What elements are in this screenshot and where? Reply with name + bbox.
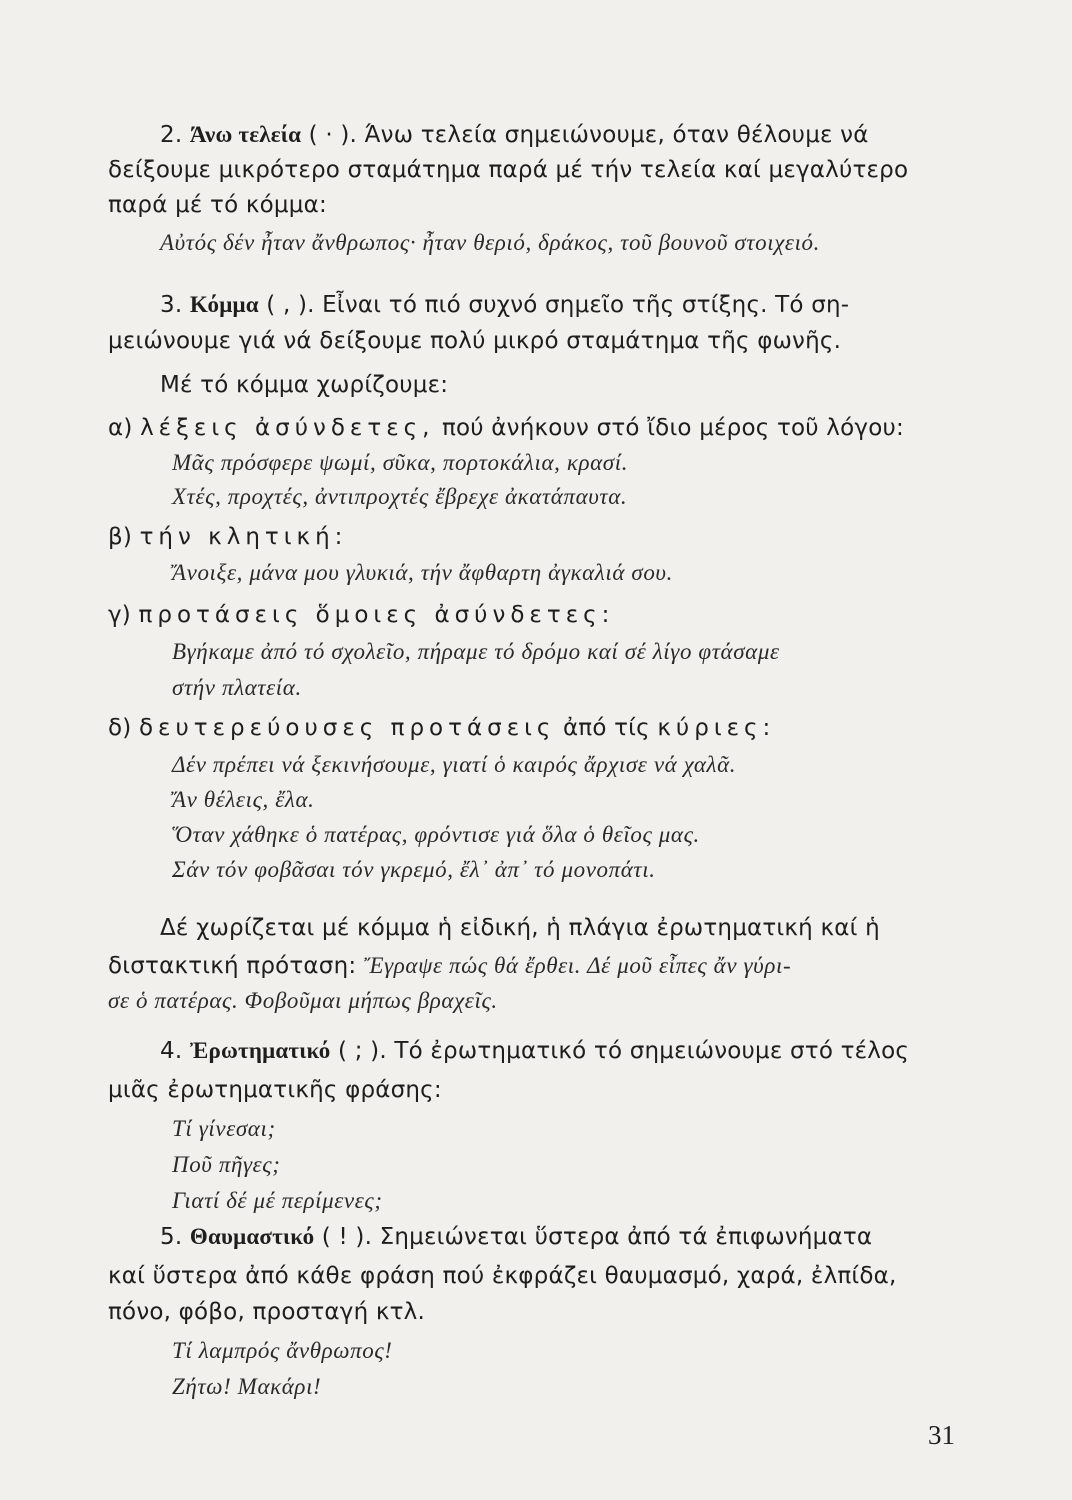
sec4-example-2: Ποῦ πῆγες;: [172, 1152, 281, 1177]
item-b-example-1: Ἄνοιξε, μάνα μου γλυκιά, τήν ἄφθαρτη ἀγκαλιά σου.: [172, 560, 673, 585]
item-d-spaced-2: κύριες:: [657, 715, 776, 741]
sec2-line2: δείξουμε μικρότερο σταμάτημα παρά μέ τήν τελεία καί μεγαλύτερο: [108, 157, 909, 183]
note-line2: [108, 951, 791, 981]
sec3-heading: Κόμμα: [189, 292, 259, 317]
item-c-spaced: προτάσεις ὅμοιες ἀσύνδετες:: [138, 602, 615, 628]
item-d-spaced-1: δευτερεύουσες προτάσεις: [138, 715, 556, 741]
item-d-mid: ἀπό τίς: [562, 715, 650, 741]
sec2-line3: παρά μέ τό κόμμα:: [108, 192, 327, 218]
sec5-line3: πόνο, φόβο, προσταγή κτλ.: [108, 1299, 426, 1325]
sec3-item-c: [108, 600, 614, 630]
page-number: 31: [928, 1420, 955, 1450]
item-a-rest: πού ἀνήκουν στό ἴδιο μέρος τοῦ λόγου:: [441, 415, 904, 441]
item-d-example-4: Σάν τόν φοβᾶσαι τόν γκρεμό, ἔλ᾽ ἀπ᾽ τό μονοπάτι.: [172, 857, 656, 882]
sec4-number: 4.: [160, 1038, 183, 1064]
item-d-example-1: Δέν πρέπει νά ξεκινήσουμε, γιατί ὁ καιρός ἄρχισε νά χαλᾶ.: [172, 752, 737, 777]
sec4-text1: Τό ἐρωτηματικό τό σημειώνουμε στό τέλος: [394, 1038, 910, 1064]
sec2-symbol: ( · ).: [308, 122, 358, 148]
sec5-line1: [160, 1222, 872, 1252]
sec3-line2: μειώνουμε γιά νά δείξουμε πολύ μικρό σταμάτημα τῆς φωνῆς.: [108, 328, 842, 354]
sec2-example: Αὐτός δέν ἦταν ἄνθρωπος· ἦταν θεριό, δράκος, τοῦ βουνοῦ στοιχειό.: [160, 230, 821, 255]
item-d-example-3: Ὅταν χάθηκε ὁ πατέρας, φρόντισε γιά ὅλα ὁ θεῖος μας.: [172, 822, 700, 847]
sec3-line3: Μέ τό κόμμα χωρίζουμε:: [160, 372, 449, 398]
item-c-label: γ): [108, 602, 131, 628]
note-line2-italic: Ἔγραψε πώς θά ἔρθει. Δέ μοῦ εἶπες ἄν γύρι-: [363, 953, 792, 978]
sec2-line1: [160, 120, 869, 150]
sec4-line1: [160, 1036, 909, 1066]
sec4-heading: Ἐρωτηματικό: [189, 1038, 331, 1063]
sec4-line2: μιᾶς ἐρωτηματικῆς φράσης:: [108, 1077, 442, 1103]
sec3-number: 3.: [160, 292, 183, 318]
sec3-symbol: ( , ).: [266, 292, 315, 318]
sec5-example-2: Ζήτω! Μακάρι!: [172, 1374, 322, 1399]
item-c-example-2: στήν πλατεία.: [172, 675, 302, 700]
sec5-symbol: ( ! ).: [321, 1224, 373, 1250]
sec5-text1: Σημειώνεται ὕστερα ἀπό τά ἐπιφωνήματα: [379, 1224, 873, 1250]
note-line2-plain: διστακτική πρόταση:: [108, 953, 357, 979]
sec5-line2: καί ὕστερα ἀπό κάθε φράση πού ἐκφράζει θαυμασμό, χαρά, ἐλπίδα,: [108, 1263, 897, 1289]
sec5-heading: Θαυμαστικό: [189, 1224, 315, 1249]
sec5-example-1: Τί λαμπρός ἄνθρωπος!: [172, 1338, 393, 1363]
sec3-text1: Εἶναι τό πιό συχνό σημεῖο τῆς στίξης. Τό ση-: [322, 292, 850, 318]
sec3-item-d: [108, 713, 775, 743]
item-a-label: α): [108, 415, 133, 441]
sec5-number: 5.: [160, 1224, 183, 1250]
sec3-item-b: [108, 522, 347, 552]
item-a-spaced: λέξεις ἀσύνδετες,: [140, 415, 435, 441]
sec3-item-a: [108, 413, 904, 443]
sec2-number: 2.: [160, 122, 183, 148]
note-line3: σε ὁ πατέρας. Φοβοῦμαι μήπως βραχεῖς.: [108, 988, 498, 1013]
sec2-text1: Άνω τελεία σημειώνουμε, όταν θέλουμε νά: [364, 122, 869, 148]
sec4-example-1: Τί γίνεσαι;: [172, 1116, 276, 1141]
item-a-example-1: Μᾶς πρόσφερε ψωμί, σῦκα, πορτοκάλια, κρασί.: [172, 450, 629, 475]
item-b-spaced: τήν κλητική:: [139, 524, 348, 550]
item-a-example-2: Χτές, προχτές, ἀντιπροχτές ἔβρεχε ἀκατάπαυτα.: [172, 484, 628, 509]
sec4-symbol: ( ; ).: [338, 1038, 387, 1064]
item-d-label: δ): [108, 715, 132, 741]
note-line1: Δέ χωρίζεται μέ κόμμα ἡ εἰδική, ἡ πλάγια ἐρωτηματική καί ἡ: [160, 915, 880, 941]
item-b-label: β): [108, 524, 133, 550]
sec3-line1: [160, 290, 849, 320]
item-c-example-1: Βγήκαμε ἀπό τό σχολεῖο, πήραμε τό δρόμο καί σέ λίγο φτάσαμε: [172, 639, 780, 664]
item-d-example-2: Ἄν θέλεις, ἔλα.: [172, 787, 315, 812]
sec4-example-3: Γιατί δέ μέ περίμενες;: [172, 1188, 383, 1213]
sec2-heading: Άνω τελεία: [189, 122, 302, 147]
